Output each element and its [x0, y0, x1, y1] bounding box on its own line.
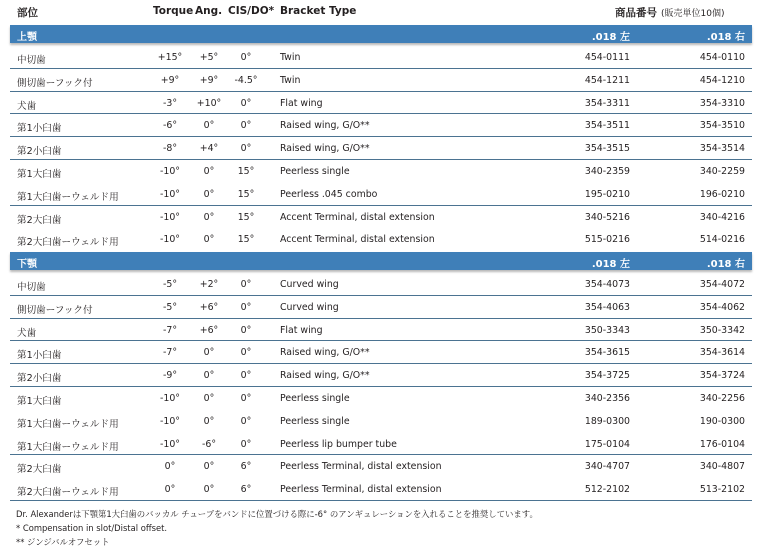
header-ang: Ang.	[195, 5, 223, 17]
cell-ang: +5°	[199, 52, 219, 63]
cell-torque: -10°	[160, 211, 180, 223]
cell-bracket-type: Peerless .045 combo	[280, 188, 378, 200]
cell-part: 第2大臼歯ーウェルド用	[17, 487, 119, 499]
cell-cis-do: 0°	[240, 347, 252, 359]
cell-right-number: 354-3514	[699, 143, 745, 155]
table-row	[10, 160, 752, 183]
cell-bracket-type: Twin	[280, 74, 301, 86]
cell-right-number: 340-4807	[699, 461, 745, 473]
cell-cis-do: 15°	[237, 188, 255, 200]
cell-cis-do: 15°	[237, 165, 255, 177]
cell-cis-do: 0°	[240, 52, 252, 63]
table-row	[10, 296, 752, 319]
cell-right-number: 354-4072	[699, 279, 745, 290]
cell-part: 第1大臼歯	[17, 395, 62, 407]
column-header-row	[0, 0, 762, 22]
cell-left-number: 175-0104	[584, 438, 630, 450]
cell-ang: 0°	[203, 120, 215, 132]
cell-torque: -10°	[160, 392, 180, 404]
section-bar-upper	[10, 25, 752, 43]
left-label: .018 左	[591, 259, 630, 270]
cell-left-number: 189-0300	[584, 415, 630, 427]
cell-bracket-type: Raised wing, G/O**	[280, 120, 370, 132]
cell-right-number: 196-0210	[699, 188, 745, 200]
cell-right-number: 350-3342	[699, 324, 745, 336]
table-row	[10, 478, 752, 501]
cell-ang: 0°	[203, 188, 215, 200]
table-row	[10, 455, 752, 478]
cell-cis-do: 0°	[240, 97, 252, 109]
cell-torque: 0°	[164, 461, 176, 473]
table-row	[10, 183, 752, 206]
cell-left-number: 340-4707	[584, 461, 630, 473]
cell-left-number: 354-3311	[584, 97, 630, 109]
note-compensation: * Compensation in slot/Distal offset.	[16, 523, 168, 533]
cell-torque: -10°	[160, 415, 180, 427]
cell-right-number: 454-1210	[699, 74, 745, 86]
cell-bracket-type: Peerless Terminal, distal extension	[280, 461, 442, 473]
cell-part: 中切歯	[17, 55, 46, 66]
cell-torque: -10°	[160, 165, 180, 177]
cell-cis-do: 6°	[240, 484, 252, 496]
cell-torque: -10°	[160, 234, 180, 246]
cell-torque: -10°	[160, 188, 180, 200]
table-row	[10, 387, 752, 410]
cell-cis-do: 6°	[240, 461, 252, 473]
cell-left-number: 340-2356	[584, 392, 630, 404]
table-row	[10, 46, 752, 69]
cell-part: 第2大臼歯ーウェルド用	[17, 237, 119, 249]
cell-left-number: 454-1211	[584, 74, 630, 86]
header-sales-unit: (販売単位10個)	[661, 9, 725, 19]
cell-ang: 0°	[203, 484, 215, 496]
table-row	[10, 364, 752, 387]
header-product-number: 商品番号	[615, 7, 657, 19]
cell-left-number: 340-2359	[584, 165, 630, 177]
cell-left-number: 350-3343	[584, 324, 630, 336]
cell-part: 第1大臼歯	[17, 168, 62, 180]
cell-right-number: 514-0216	[699, 234, 745, 246]
cell-bracket-type: Raised wing, G/O**	[280, 347, 370, 359]
cell-cis-do: 0°	[240, 301, 252, 313]
cell-torque: -5°	[162, 301, 178, 313]
cell-right-number: 176-0104	[699, 438, 745, 450]
cell-ang: +2°	[199, 279, 219, 290]
cell-cis-do: 0°	[240, 392, 252, 404]
header-bracket-type: Bracket Type	[280, 5, 357, 17]
cell-left-number: 515-0216	[584, 234, 630, 246]
cell-part: 第2大臼歯	[17, 214, 62, 226]
cell-ang: 0°	[203, 347, 215, 359]
cell-bracket-type: Peerless single	[280, 392, 350, 404]
cell-right-number: 354-4062	[699, 301, 745, 313]
cell-bracket-type: Peerless single	[280, 415, 350, 427]
cell-ang: 0°	[203, 461, 215, 473]
section-bar-lower	[10, 252, 752, 270]
cell-left-number: 340-5216	[584, 211, 630, 223]
cell-left-number: 354-4073	[584, 279, 630, 290]
cell-bracket-type: Raised wing, G/O**	[280, 143, 370, 155]
right-label: .018 右	[706, 259, 745, 270]
cell-torque: -7°	[162, 324, 178, 336]
lower-rows	[10, 273, 752, 501]
cell-bracket-type: Twin	[280, 52, 301, 63]
note-recommendation: Dr. Alexanderは下顎第1大臼歯のバッカル チューブをバンドに位置づける際に-6° のアンギュレーションを入れることを推奨しています。	[16, 509, 538, 519]
cell-bracket-type: Curved wing	[280, 279, 339, 290]
cell-ang: 0°	[203, 392, 215, 404]
cell-right-number: 190-0300	[699, 415, 745, 427]
cell-cis-do: 0°	[240, 120, 252, 132]
cell-part: 第2大臼歯	[17, 464, 62, 476]
table-row	[10, 319, 752, 342]
header-part: 部位	[17, 7, 38, 19]
cell-ang: +6°	[199, 324, 219, 336]
cell-cis-do: 15°	[237, 211, 255, 223]
upper-rows	[10, 46, 752, 251]
cell-cis-do: 0°	[240, 324, 252, 336]
cell-cis-do: 0°	[240, 438, 252, 450]
cell-part: 側切歯ーフック付	[17, 304, 93, 316]
cell-bracket-type: Flat wing	[280, 324, 323, 336]
cell-torque: -10°	[160, 438, 180, 450]
cell-torque: -3°	[162, 97, 178, 109]
cell-bracket-type: Accent Terminal, distal extension	[280, 234, 435, 246]
cell-right-number: 354-3510	[699, 120, 745, 132]
cell-right-number: 340-2256	[699, 392, 745, 404]
cell-bracket-type: Peerless Terminal, distal extension	[280, 484, 442, 496]
cell-part: 第2小臼歯	[17, 146, 62, 158]
cell-left-number: 354-4063	[584, 301, 630, 313]
cell-torque: -8°	[162, 143, 178, 155]
cell-left-number: 195-0210	[584, 188, 630, 200]
table-row	[10, 273, 752, 296]
cell-part: 中切歯	[17, 282, 46, 293]
table-row	[10, 433, 752, 456]
cell-ang: +9°	[199, 74, 219, 86]
cell-torque: 0°	[164, 484, 176, 496]
cell-part: 第1小臼歯	[17, 350, 62, 362]
cell-ang: +6°	[199, 301, 219, 313]
cell-torque: +15°	[157, 52, 183, 63]
table-row	[10, 206, 752, 229]
footnotes	[16, 507, 538, 549]
cell-part: 犬歯	[17, 327, 37, 339]
right-label: .018 右	[706, 32, 745, 43]
cell-ang: -6°	[201, 438, 217, 450]
cell-ang: 0°	[203, 370, 215, 382]
header-torque: Torque	[153, 5, 194, 17]
cell-part: 第1大臼歯ーウェルド用	[17, 191, 119, 203]
cell-bracket-type: Flat wing	[280, 97, 323, 109]
cell-torque: -7°	[162, 347, 178, 359]
cell-cis-do: 15°	[237, 234, 255, 246]
cell-right-number: 354-3724	[699, 370, 745, 382]
cell-torque: +9°	[160, 74, 180, 86]
cell-left-number: 512-2102	[584, 484, 630, 496]
cell-bracket-type: Raised wing, G/O**	[280, 370, 370, 382]
cell-right-number: 513-2102	[699, 484, 745, 496]
cell-part: 第2小臼歯	[17, 373, 62, 385]
note-gingival-offset: ** ジンジバルオフセット	[16, 537, 110, 547]
table-row	[10, 137, 752, 160]
cell-ang: +4°	[199, 143, 219, 155]
table-row	[10, 92, 752, 115]
cell-ang: 0°	[203, 165, 215, 177]
cell-right-number: 340-4216	[699, 211, 745, 223]
cell-bracket-type: Peerless lip bumper tube	[280, 438, 397, 450]
table-row	[10, 228, 752, 251]
cell-torque: -9°	[162, 370, 178, 382]
cell-bracket-type: Accent Terminal, distal extension	[280, 211, 435, 223]
cell-cis-do: 0°	[240, 143, 252, 155]
cell-left-number: 354-3725	[584, 370, 630, 382]
table-row	[10, 114, 752, 137]
table-row	[10, 69, 752, 92]
cell-right-number: 354-3310	[699, 97, 745, 109]
cell-bracket-type: Curved wing	[280, 301, 339, 313]
cell-right-number: 454-0110	[699, 52, 745, 63]
header-cis-do: CIS/DO*	[228, 5, 275, 17]
cell-right-number: 354-3614	[699, 347, 745, 359]
cell-torque: -5°	[162, 279, 178, 290]
cell-part: 第1大臼歯ーウェルド用	[17, 418, 119, 430]
cell-part: 第1小臼歯	[17, 123, 62, 135]
cell-part: 犬歯	[17, 100, 37, 112]
cell-torque: -6°	[162, 120, 178, 132]
cell-part: 第1大臼歯ーウェルド用	[17, 441, 119, 453]
cell-ang: 0°	[203, 415, 215, 427]
cell-ang: 0°	[203, 211, 215, 223]
left-label: .018 左	[591, 32, 630, 43]
table-row	[10, 341, 752, 364]
cell-cis-do: -4.5°	[234, 74, 258, 86]
cell-cis-do: 0°	[240, 415, 252, 427]
cell-right-number: 340-2259	[699, 165, 745, 177]
cell-left-number: 354-3515	[584, 143, 630, 155]
cell-part: 側切歯ーフック付	[17, 77, 93, 89]
cell-left-number: 354-3615	[584, 347, 630, 359]
section-title: 下顎	[17, 259, 37, 270]
cell-bracket-type: Peerless single	[280, 165, 350, 177]
cell-left-number: 354-3511	[584, 120, 630, 132]
cell-ang: +10°	[196, 97, 222, 109]
cell-cis-do: 0°	[240, 370, 252, 382]
cell-left-number: 454-0111	[584, 52, 630, 63]
section-title: 上顎	[17, 32, 37, 43]
table-row	[10, 410, 752, 433]
cell-cis-do: 0°	[240, 279, 252, 290]
cell-ang: 0°	[203, 234, 215, 246]
